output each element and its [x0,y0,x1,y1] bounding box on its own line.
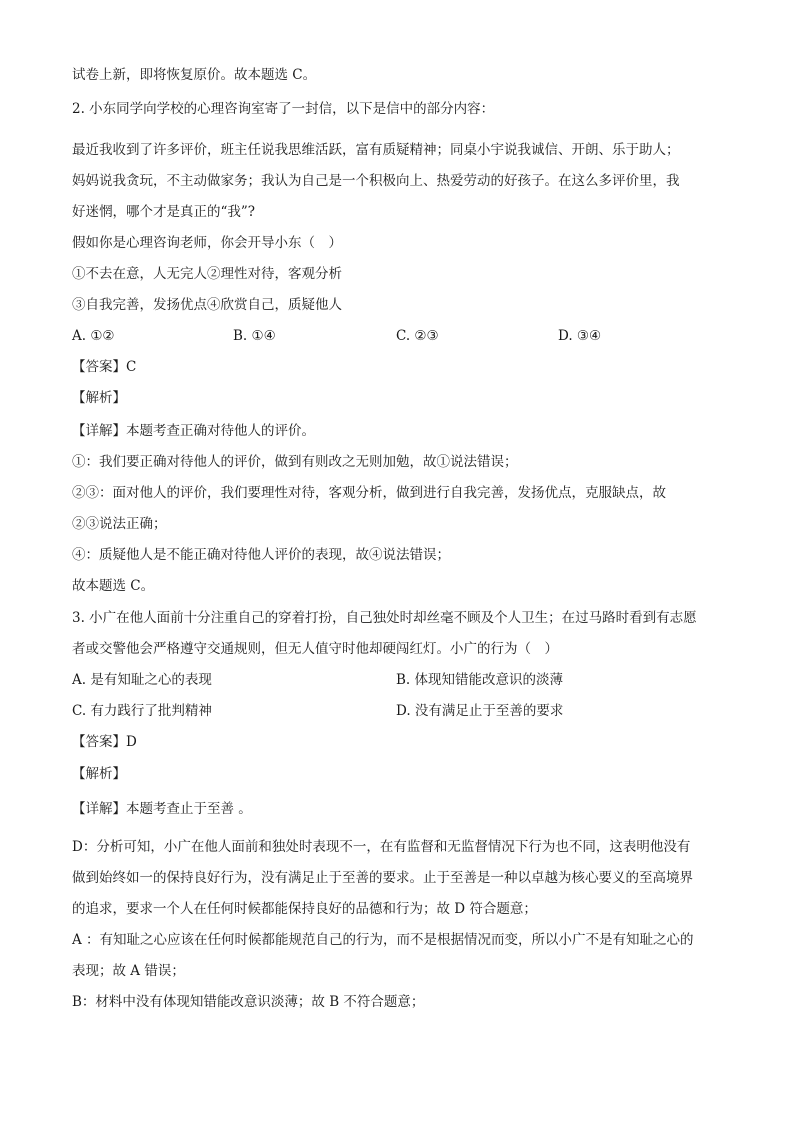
detail-line: 【详解】本题考查正确对待他人的评价。 [72,423,315,439]
q3-option-c: C. 有力践行了批判精神 [72,703,212,719]
detail-line: 【详解】本题考查止于至善 。 [72,801,252,817]
detail-line: B：材料中没有体现知错能改意识淡薄；故 B 不符合题意； [72,994,425,1010]
question-3-stem: 者或交警他会严格遵守交通规则，但无人值守时他却硬闯红灯。小广的行为（ ） [72,641,558,657]
q2-option-a: A. ①② [72,328,115,344]
q3-option-b: B. 体现知错能改意识的淡薄 [396,672,564,688]
letter-line: 妈妈说我贪玩，不主动做家务；我认为自己是一个积极向上、热爱劳动的好孩子。在这么多评价里，我 [72,173,680,189]
statement-line: ③自我完善，发扬优点④欣赏自己，质疑他人 [72,297,342,313]
q3-option-a: A. 是有知耻之心的表现 [72,672,212,688]
question-2-stem: 2. 小东同学向学校的心理咨询室寄了一封信，以下是信中的部分内容： [72,101,495,117]
detail-line: 表现；故 A 错误； [72,963,185,979]
question-2-prompt: 假如你是心理咨询老师，你会开导小东（ ） [72,235,342,251]
detail-line: D：分析可知，小广在他人面前和独处时表现不一，在有监督和无监督情况下行为也不同，这表明他没有 [72,839,691,855]
question-3-stem: 3. 小广在他人面前十分注重自己的穿着打扮，自己独处时却丝毫不顾及个人卫生；在过马路时看到有志愿 [72,610,697,626]
detail-line: 的追求，要求一个人在任何时候都能保持良好的品德和行为；故 D 符合题意； [72,901,537,917]
q2-option-c: C. ②③ [396,328,439,344]
detail-line: ④：质疑他人是不能正确对待他人评价的表现，故④说法错误； [72,547,450,563]
q2-option-b: B. ①④ [233,328,276,344]
analysis-label: 【解析】 [72,766,126,782]
answer-label: 【答案】D [72,734,137,750]
detail-line: ①：我们要正确对待他人的评价，做到有则改之无则加勉，故①说法错误； [72,454,518,470]
detail-line: 做到始终如一的保持良好行为，没有满足止于至善的要求。止于至善是一种以卓越为核心要义的至高境界 [72,870,693,886]
conclusion-line: 故本题选 C。 [72,578,155,594]
analysis-label: 【解析】 [72,390,126,406]
detail-line: ②③说法正确； [72,516,167,532]
q3-option-d: D. 没有满足止于至善的要求 [396,703,564,719]
text-line: 试卷上新，即将恢复原价。故本题选 C。 [72,67,317,83]
answer-label: 【答案】C [72,359,137,375]
detail-line: A ：有知耻之心应该在任何时候都能规范自己的行为，而不是根据情况而变，所以小广不是有知耻之心的 [72,932,694,948]
statement-line: ①不去在意，人无完人②理性对待，客观分析 [72,266,342,282]
letter-line: 好迷惘，哪个才是真正的“我”? [72,204,256,220]
letter-line: 最近我收到了许多评价，班主任说我思维活跃，富有质疑精神；同桌小宇说我诚信、开朗、乐于助人； [72,142,680,158]
detail-line: ②③：面对他人的评价，我们要理性对待，客观分析，做到进行自我完善，发扬优点，克服缺点，故 [72,485,666,501]
q2-option-d: D. ③④ [558,328,602,344]
